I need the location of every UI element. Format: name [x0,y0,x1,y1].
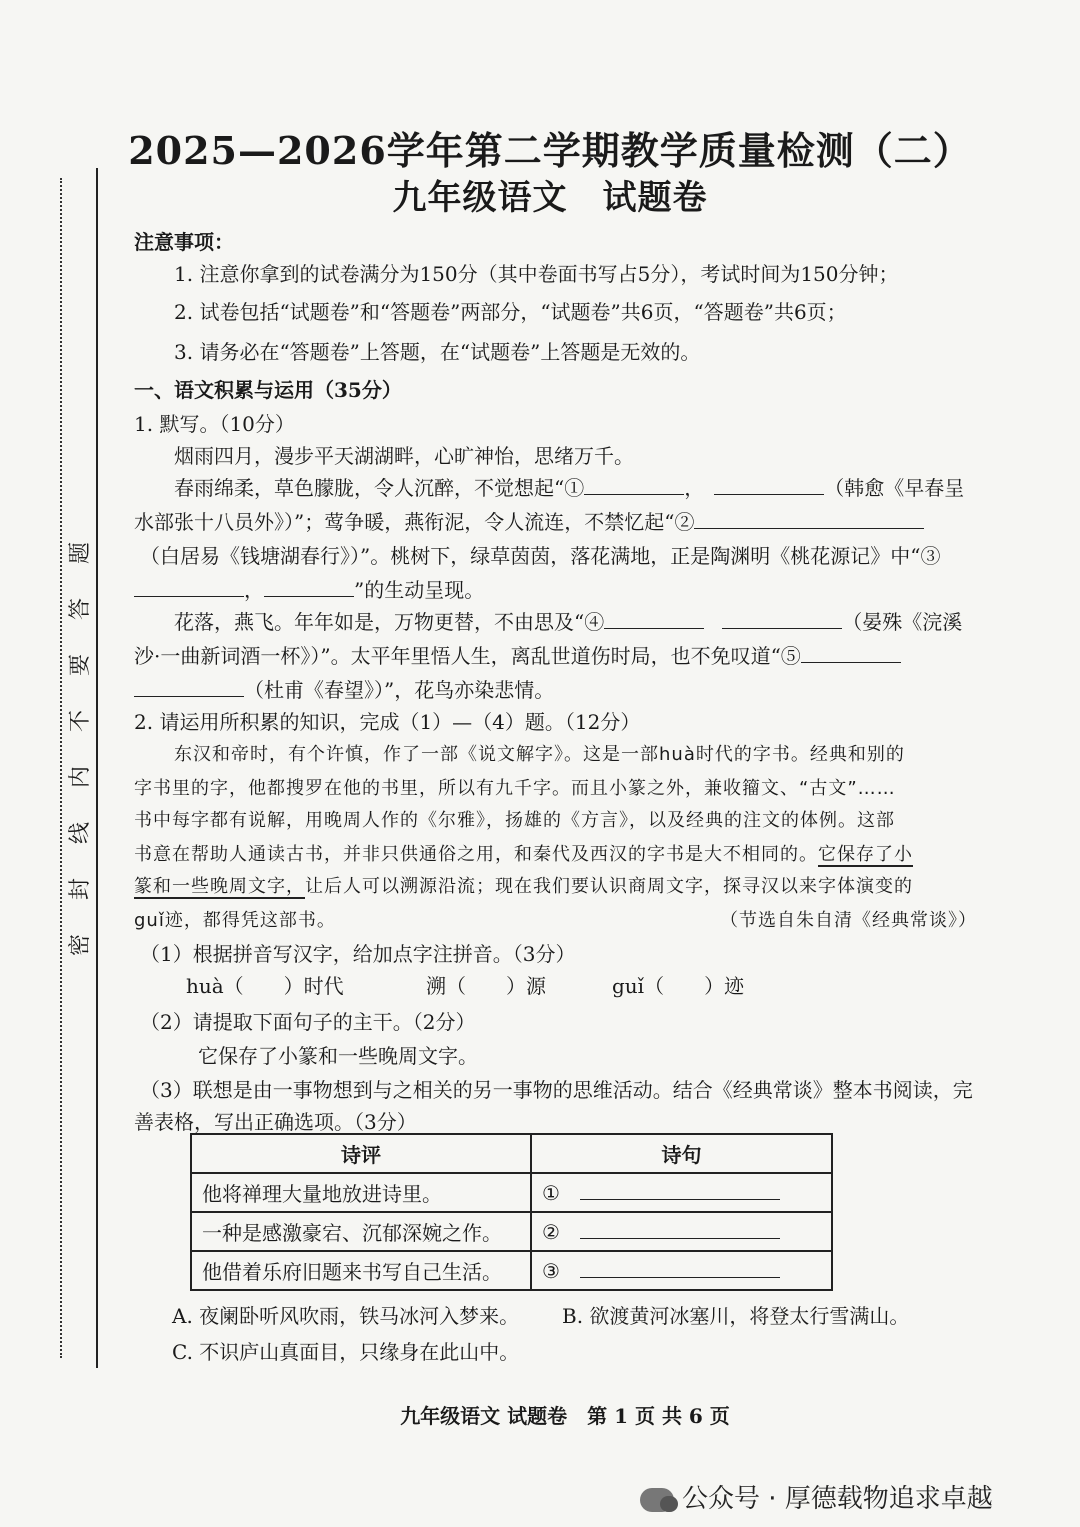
seal-char: 答 [68,598,93,621]
pinyin-item: 溯（ ）源 [426,974,546,998]
pinyin-item: guǐ（ ）迹 [612,974,745,998]
answer-blank [722,610,842,629]
passage-line: guǐ迹，都得凭这部书。 [134,910,336,931]
seal-char: 要 [68,654,93,677]
answer-blank [801,644,901,663]
watermark-text: 公众号 · 厚德载物追求卓越 [682,1484,993,1514]
seal-char: 不 [68,710,93,733]
answer-mark: ③ [542,1258,560,1283]
q1-text-part: （韩愈《早春呈 [824,476,965,500]
q1-text [134,674,554,703]
table-cell-answer [531,1212,832,1251]
answer-blank [580,1259,780,1278]
seal-char: 题 [68,542,93,565]
answer-blank [694,510,924,529]
q1-text [174,606,962,635]
q2-sub2-sentence: 它保存了小篆和一些晚周文字。 [198,1044,478,1068]
passage-line: 东汉和帝时，有个许慎，作了一部《说文解字》。这是一部huà时代的字书。经典和别的 [174,744,905,765]
passage-line [134,872,913,898]
table-row [191,1173,832,1212]
option-c: C. 不识庐山真面目，只缘身在此山中。 [172,1340,520,1364]
notice-item: 1. 注意你拿到的试卷满分为150分（其中卷面书写占5分），考试时间为150分钟； [174,262,899,286]
notice-item: 2. 试卷包括“试题卷”和“答题卷”两部分，“试题卷”共6页，“答题卷”共6页； [174,300,847,324]
q1-text: （白居易《钱塘湖春行》）”。桃树下，绿草茵茵，落花满地，正是陶渊明《桃花源记》中“③ [140,544,941,568]
seal-char: 线 [68,822,93,845]
passage-source: （节选自朱自清《经典常谈》） [720,910,977,931]
option-a: A. 夜阑卧听风吹雨，铁马冰河入梦来。 [172,1304,520,1328]
q1-text-part: ， [684,476,705,500]
q1-text: 烟雨四月，漫步平天湖湖畔，心旷神怡，思绪万千。 [174,444,634,468]
answer-blank [580,1181,780,1200]
q2-sub1: （1）根据拼音写汉字，给加点字注拼音。（3分） [140,942,576,966]
answer-blank [604,610,704,629]
q1-text [134,640,901,669]
answer-blank [580,1220,780,1239]
q2-heading: 2. 请运用所积累的知识，完成（1）—（4）题。（12分） [134,710,641,734]
table-row [191,1212,832,1251]
answer-blank [714,476,824,495]
exam-subtitle: 九年级语文 试题卷 [392,178,708,218]
answer-mark: ① [542,1180,560,1205]
table-row [191,1251,832,1290]
seal-dotted-line [60,178,62,1358]
watermark [640,1478,993,1515]
seal-char: 封 [68,878,93,901]
option-b: B. 欲渡黄河冰塞川，将登太行雪满山。 [562,1304,910,1328]
exam-title: 2025—2026学年第二学期教学质量检测（二） [128,128,972,173]
table-header-row [191,1134,832,1173]
passage-line: 书中每字都有说解，用晚周人作的《尔雅》，扬雄的《方言》，以及经典的注文的体例。这部 [134,810,895,831]
table-header: 诗评 [191,1134,531,1173]
passage-part: 让后人可以溯源沿流；现在我们要认识商周文字，探寻汉以来字体演变的 [305,876,913,897]
passage-part: 书意在帮助人通读古书，并非只供通俗之用，和秦代及西汉的字书是大不相同的。 [134,844,818,865]
seal-text [66,540,96,988]
answer-blank [584,476,684,495]
q1-text-part: 水部张十八员外》）”；莺争暖，燕衔泥，令人流连，不禁忆起“② [134,510,695,534]
page-footer: 九年级语文 试题卷 第 1 页 共 6 页 [400,1404,730,1428]
q1-text-part: （杜甫《春望》）”，花鸟亦染悲情。 [244,678,555,702]
table-cell-answer [531,1251,832,1290]
q2-sub3: 善表格，写出正确选项。（3分） [134,1110,417,1134]
underlined-sentence: 篆和一些晚周文字， [134,876,305,897]
section-heading: 一、语文积累与运用（35分） [134,378,402,402]
q1-text [134,506,924,535]
answer-blank [264,578,354,597]
table-cell-comment: 一种是感激豪宕、沉郁深婉之作。 [191,1212,531,1251]
q1-text [134,574,484,603]
q1-text-part: 春雨绵柔，草色朦胧，令人沉醉，不觉想起“① [174,476,585,500]
wechat-icon [640,1488,674,1512]
answer-blank [134,678,244,697]
poem-table [190,1133,833,1291]
notice-item: 3. 请务必在“答题卷”上答题，在“试题卷”上答题是无效的。 [174,340,701,364]
table-cell-comment: 他将禅理大量地放进诗里。 [191,1173,531,1212]
q1-text-part: ”的生动呈现。 [354,578,485,602]
passage-line [134,840,913,866]
seal-char: 内 [68,766,93,789]
table-cell-comment: 他借着乐府旧题来书写自己生活。 [191,1251,531,1290]
answer-mark: ② [542,1219,560,1244]
q1-text-part: 花落，燕飞。年年如是，万物更替，不由思及“④ [174,610,605,634]
table-header: 诗句 [531,1134,832,1173]
q1-text [174,472,964,501]
q2-sub2: （2）请提取下面句子的主干。（2分） [140,1010,476,1034]
pinyin-item: huà（ ）时代 [186,974,344,998]
q2-sub3: （3）联想是由一事物想到与之相关的另一事物的思维活动。结合《经典常谈》整本书阅读，完 [140,1078,973,1102]
seal-solid-line [96,168,98,1368]
q1-text-part: 沙·一曲新词酒一杯》）”。太平年里悟人生，离乱世道伤时局，也不免叹道“⑤ [134,644,801,668]
notice-heading: 注意事项： [134,230,234,254]
seal-char: 密 [68,934,93,957]
q1-text-part: ， [244,578,264,602]
q1-heading: 1. 默写。（10分） [134,412,295,436]
passage-line: 字书里的字，他都搜罗在他的书里，所以有九千字。而且小篆之外，兼收籀文、“古文”…… [134,778,896,799]
answer-blank [134,578,244,597]
underlined-sentence: 它保存了小 [818,844,913,865]
q1-text-part: （晏殊《浣溪 [842,610,963,634]
table-cell-answer [531,1173,832,1212]
